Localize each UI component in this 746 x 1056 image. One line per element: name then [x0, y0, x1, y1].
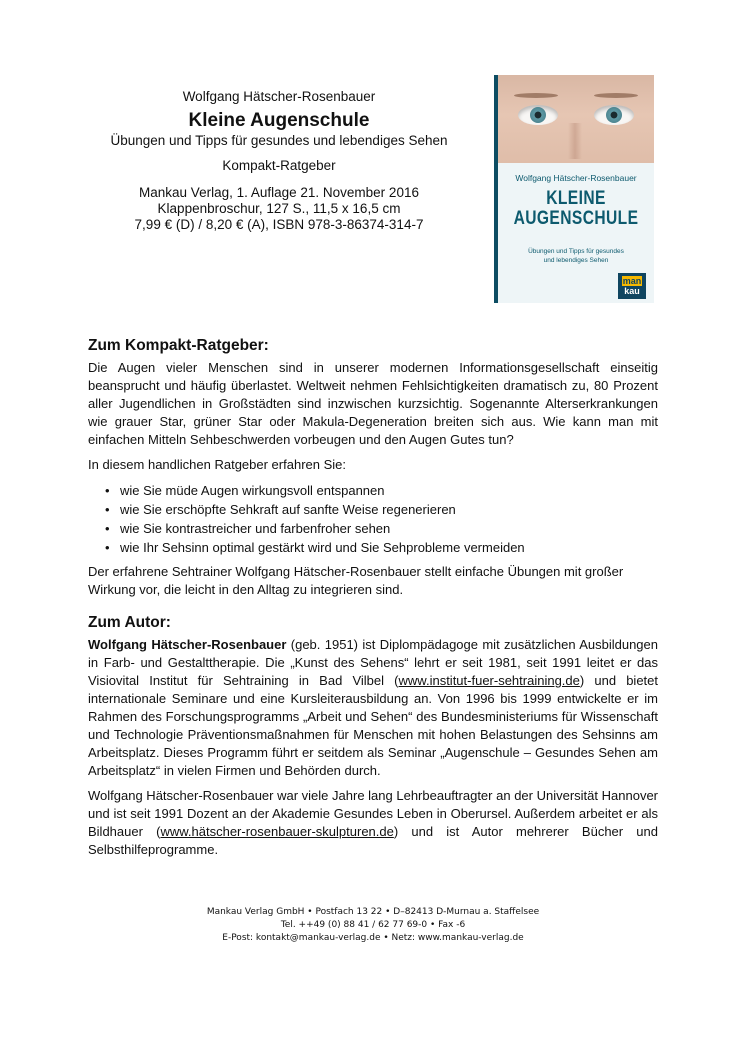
bullet-icon: • [105, 483, 110, 498]
cover-subtitle [498, 247, 654, 265]
nose-shadow [568, 123, 582, 159]
text-run: (geb. 1951) ist Diplompädagoge mit zusätzlichen Ausbildungen in Farb- und Gestalttherapie. Die „Kunst des Sehens“ lehrt er seit 1981, seit 1991 leitet er das Visiovital Institut für Sehtraining in Bad Vilbel ( [88, 637, 658, 688]
footer-address: Mankau Verlag GmbH • Postfach 13 22 • D–82413 D-Murnau a. Staffelsee [206, 907, 540, 917]
main-content [88, 336, 658, 866]
cover-author: Wolfgang Hätscher-Rosenbauer [515, 173, 637, 183]
section-heading-ratgeber: Zum Kompakt-Ratgeber: [88, 337, 269, 354]
author-bio-paragraph [88, 636, 658, 780]
cover-subtitle-line: und lebendiges Sehen [543, 257, 609, 264]
book-cover-image [494, 75, 654, 303]
author-section [88, 613, 658, 859]
paragraph: In diesem handlichen Ratgeber erfahren Sie: [88, 457, 346, 472]
list-item-text: wie Sie erschöpfte Sehkraft auf sanfte Weise regenerieren [120, 502, 456, 517]
cover-title-line: KLEINE [546, 188, 606, 209]
publication-info [88, 185, 470, 233]
list-item-text: wie Ihr Sehsinn optimal gestärkt wird und Sie Sehprobleme vermeiden [120, 540, 525, 555]
paragraph: Der erfahrene Sehtrainer Wolfgang Hätscher-Rosenbauer stellt einfache Übungen mit großer Wirkung vor, die leicht in den Alltag zu integrieren sind. [88, 564, 624, 597]
list-item [88, 538, 658, 557]
list-item-text: wie Sie kontrastreicher und farbenfroher sehen [120, 521, 391, 536]
list-item [88, 481, 658, 500]
publication-line: Mankau Verlag, 1. Auflage 21. November 2016 [139, 185, 419, 200]
footer-contact: E-Post: kontakt@mankau-verlag.de • Netz: www.mankau-verlag.de [222, 933, 524, 943]
author-bio-paragraph [88, 787, 658, 859]
page-footer [88, 906, 658, 945]
bullet-icon: • [105, 502, 110, 517]
list-item [88, 500, 658, 519]
text-run: Wolfgang Hätscher-Rosenbauer war viele Jahre lang Lehrbeauftragter an der Universität Hannover und ist seit 1991 Dozent an der Akademie Gesundes Leben in Oberursel. Außerdem arbeitet er als Bildhauer ( [88, 788, 658, 839]
price-isbn-line: 7,99 € (D) / 8,20 € (A), ISBN 978-3-86374-314-7 [134, 217, 424, 232]
format-line: Klappenbroschur, 127 S., 11,5 x 16,5 cm [157, 201, 401, 216]
text-run: ) und bietet internationale Seminare und eine Kursleiterausbildung an. Von 1996 bis 1999 entwickelte er im Rahmen des Forschungsprogramms „Arbeit und Sehen“ des Bundesministeriums für Wissenschaft und Technologie Präventionsmaßnahmen für Menschen mit hohen Belastungen des Sehsinns am Arbeitsplatz. Dieses Programm führt er seitdem als Seminar „Augenschule – Gesundes Sehen am Arbeitsplatz“ in vielen Firmen und Behörden durch. [88, 673, 659, 778]
book-series: Kompakt-Ratgeber [222, 158, 336, 173]
cover-subtitle-line: Übungen und Tipps für gesundes [528, 248, 624, 255]
right-eyebrow [594, 93, 638, 98]
cover-title [512, 189, 640, 229]
right-eye [594, 105, 634, 125]
author-name: Wolfgang Hätscher-Rosenbauer [182, 89, 376, 104]
paragraph: Die Augen vieler Menschen sind in unserer modernen Informationsgesellschaft einseitig beansprucht und häufig überlastet. Weltweit nehmen Fehlsichtigkeiten dramatisch zu, 80 Prozent aller Jugendlichen in Großstädten sind inzwischen kurzsichtig. Sogenannte Alterserkrankungen wie grauer Star, grüner Star oder Makula-Degeneration breiten sich aus. Wie kann man mit einfachen Mitteln Sehbeschwerden vorbeugen und den Augen Gutes tun? [88, 360, 658, 447]
author-name-bold: Wolfgang Hätscher-Rosenbauer [88, 637, 287, 652]
cover-eyes-photo [498, 75, 654, 163]
list-item [88, 519, 658, 538]
mankau-logo [618, 273, 646, 299]
logo-text: man [622, 276, 642, 286]
book-header [88, 88, 470, 233]
bullet-icon: • [105, 540, 110, 555]
left-eyebrow [514, 93, 558, 98]
sculptures-link[interactable]: www.hätscher-rosenbauer-skulpturen.de [160, 824, 394, 839]
footer-phone: Tel. ++49 (0) 88 41 / 62 77 69-0 • Fax -6 [280, 920, 466, 930]
benefits-list [88, 481, 658, 557]
book-title: Kleine Augenschule [188, 110, 370, 131]
text-run: ) und ist Autor mehrerer Bücher und Selbsthilfeprogramme. [88, 824, 658, 857]
book-subtitle: Übungen und Tipps für gesundes und lebendiges Sehen [110, 133, 448, 148]
list-item-text: wie Sie müde Augen wirkungsvoll entspannen [120, 483, 385, 498]
logo-text: kau [624, 286, 640, 296]
section-heading-autor: Zum Autor: [88, 614, 171, 631]
institute-link[interactable]: www.institut-fuer-sehtraining.de [398, 673, 580, 688]
bullet-icon: • [105, 521, 110, 536]
left-eye [518, 105, 558, 125]
cover-title-line: AUGENSCHULE [513, 208, 639, 229]
